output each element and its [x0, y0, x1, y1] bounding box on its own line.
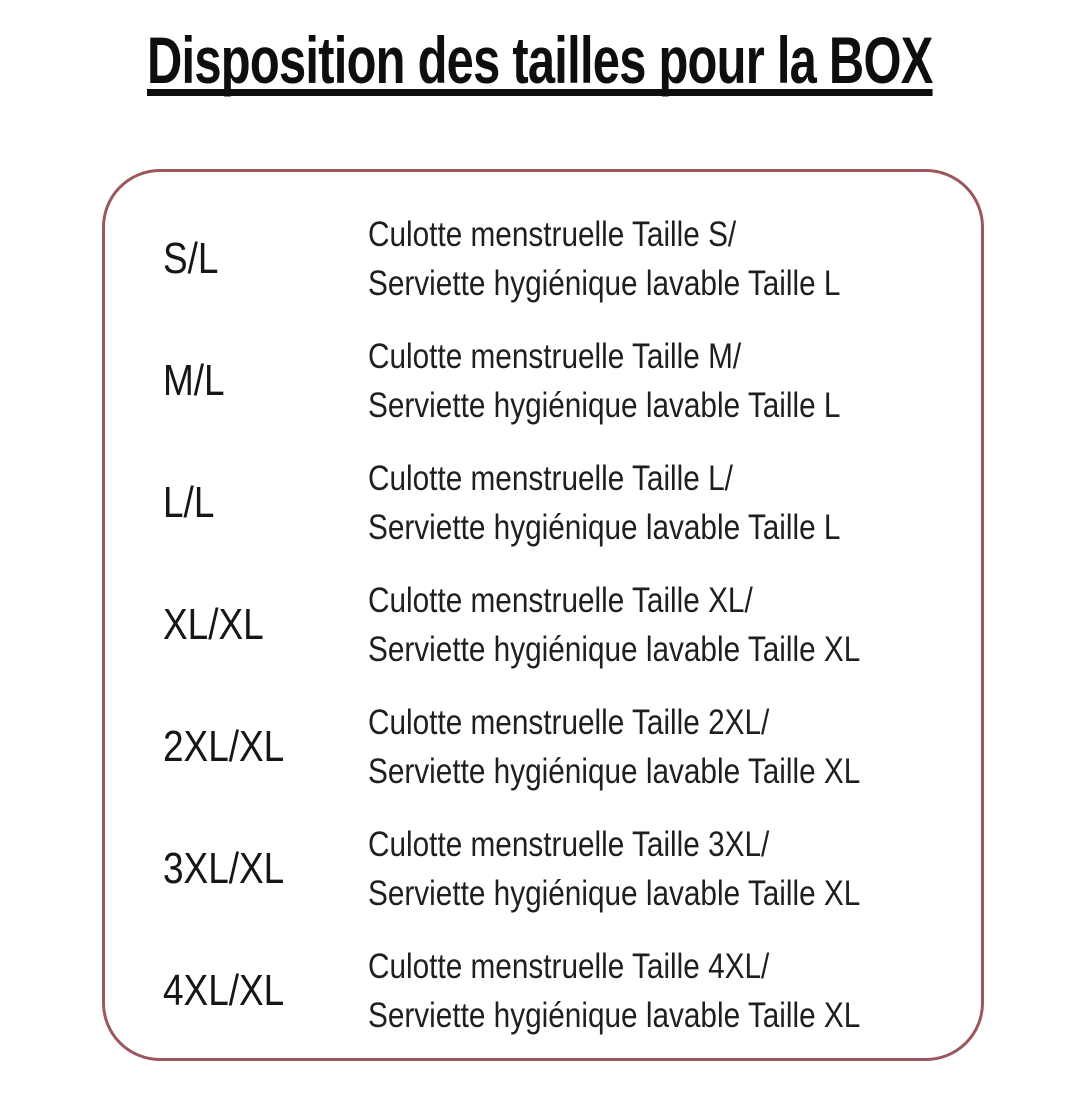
description-line-1: Culotte menstruelle Taille L/ — [368, 459, 733, 498]
size-description — [368, 576, 860, 674]
size-label: 3XL/XL — [163, 844, 285, 893]
page-title: Disposition des tailles pour la BOX — [147, 23, 933, 97]
size-label: XL/XL — [163, 600, 264, 649]
size-table-rows — [163, 198, 951, 1052]
description-line-2: Serviette hygiénique lavable Taille XL — [368, 630, 861, 669]
table-row — [163, 442, 951, 564]
size-description — [368, 698, 860, 796]
size-description — [368, 454, 840, 552]
size-label: 2XL/XL — [163, 722, 285, 771]
description-line-2: Serviette hygiénique lavable Taille XL — [368, 752, 861, 791]
description-line-1: Culotte menstruelle Taille XL/ — [368, 581, 753, 620]
size-label: L/L — [163, 478, 215, 527]
size-description — [368, 820, 860, 918]
description-line-2: Serviette hygiénique lavable Taille L — [368, 508, 841, 547]
description-line-2: Serviette hygiénique lavable Taille XL — [368, 996, 861, 1035]
description-line-1: Culotte menstruelle Taille 3XL/ — [368, 825, 770, 864]
table-row — [163, 686, 951, 808]
description-line-2: Serviette hygiénique lavable Taille L — [368, 386, 841, 425]
description-line-1: Culotte menstruelle Taille 4XL/ — [368, 947, 770, 986]
title-bar — [0, 22, 1080, 98]
description-line-1: Culotte menstruelle Taille S/ — [368, 215, 737, 254]
table-row — [163, 930, 951, 1052]
table-row — [163, 320, 951, 442]
size-description — [368, 332, 840, 430]
size-label: 4XL/XL — [163, 966, 285, 1015]
description-line-2: Serviette hygiénique lavable Taille L — [368, 264, 841, 303]
size-description — [368, 210, 840, 308]
size-description — [368, 942, 860, 1040]
description-line-1: Culotte menstruelle Taille M/ — [368, 337, 742, 376]
size-label: S/L — [163, 234, 219, 283]
table-row — [163, 198, 951, 320]
size-label: M/L — [163, 356, 225, 405]
description-line-1: Culotte menstruelle Taille 2XL/ — [368, 703, 770, 742]
table-row — [163, 808, 951, 930]
size-table — [102, 169, 984, 1061]
description-line-2: Serviette hygiénique lavable Taille XL — [368, 874, 861, 913]
table-row — [163, 564, 951, 686]
